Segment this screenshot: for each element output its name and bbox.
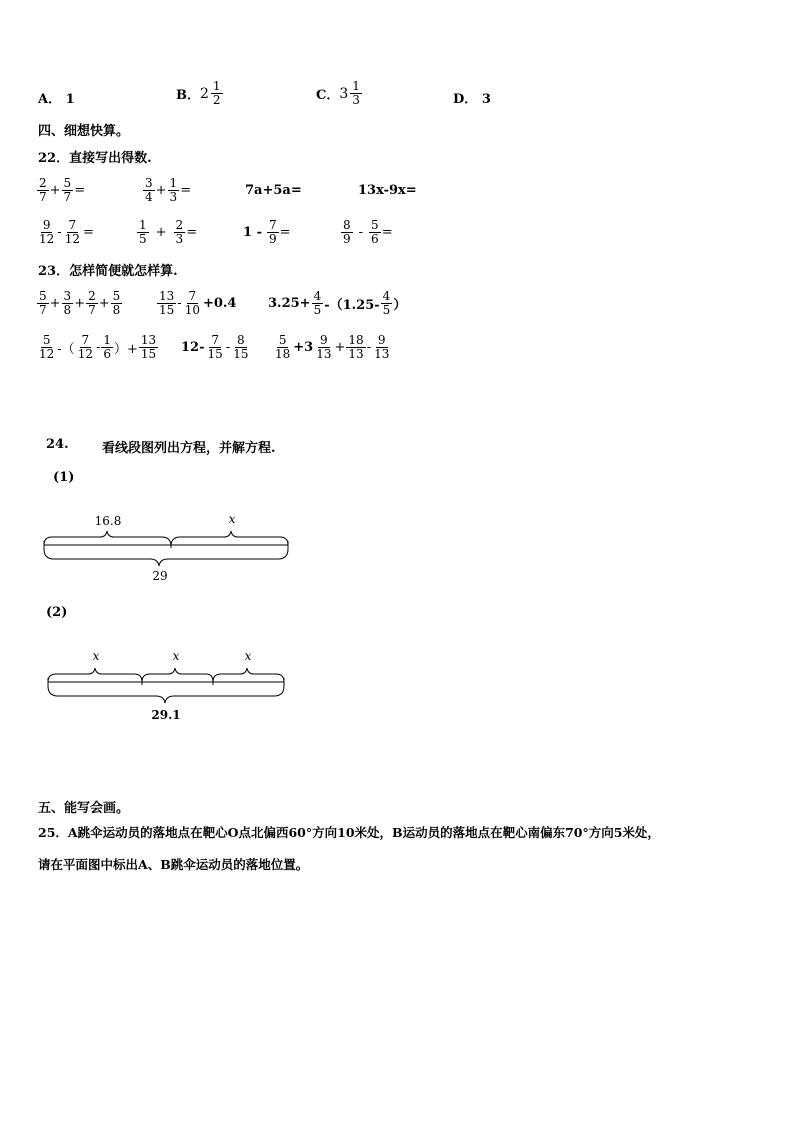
fraction-numerator: 5	[112, 288, 121, 303]
q22-expr-3: 7a+5a=	[245, 182, 302, 198]
fraction-denominator: 3	[169, 189, 178, 204]
brace-top-right	[171, 531, 288, 545]
fraction-numerator: 1	[139, 217, 147, 232]
equals-sign: =	[186, 224, 198, 240]
fraction-numerator: 4	[382, 288, 391, 303]
q23-expr-1	[36, 286, 123, 320]
operator: -	[95, 339, 101, 355]
brace-top-3	[213, 668, 284, 682]
fraction-denominator: 10	[184, 302, 200, 317]
fraction-denominator: 6	[371, 231, 379, 246]
operator: -	[225, 339, 231, 355]
q22-title: 22．直接写出得数.	[38, 151, 152, 166]
fraction-numerator: 18	[348, 332, 364, 347]
expr-middle: -（	[57, 341, 75, 357]
fraction-denominator: 12	[64, 231, 80, 246]
q22-expr-1	[36, 173, 85, 207]
fraction-numerator: 3	[145, 175, 153, 190]
option-b-whole: 2	[200, 85, 209, 102]
q23-expr-2	[156, 286, 236, 320]
option-b-num: 1	[212, 79, 221, 93]
q23-expr-3	[268, 286, 406, 320]
option-c-den: 3	[352, 93, 360, 107]
segment-total: 29	[152, 569, 168, 583]
q24-title: 看线段图列出方程，并解方程.	[102, 441, 276, 456]
section-4-title: 四、细想快算。	[38, 124, 130, 139]
equals-sign: =	[180, 182, 192, 198]
expr-tail: +0.4	[202, 295, 237, 311]
fraction-denominator: 15	[140, 346, 157, 361]
operator: +	[155, 224, 167, 240]
fraction-numerator: 9	[320, 332, 328, 347]
q22-expr-5	[36, 215, 94, 249]
fraction-numerator: 2	[88, 288, 96, 303]
fraction-denominator: 15	[233, 346, 249, 361]
fraction-numerator: 1	[103, 332, 112, 347]
fraction-denominator: 5	[382, 302, 391, 317]
expr-prefix: 3.25+	[268, 295, 311, 311]
fraction-denominator: 12	[39, 231, 55, 246]
fraction-numerator: 5	[42, 332, 51, 347]
q25-line-1: 25．A跳伞运动员的落地点在靶心O点北偏西60°方向10米处，B运动员的落地点在靶心南偏东70°方向5米处，	[38, 825, 660, 840]
fraction-denominator: 4	[145, 189, 153, 204]
fraction-denominator: 8	[112, 302, 121, 317]
fraction-numerator: 4	[313, 288, 322, 303]
fraction-denominator: 13	[316, 346, 332, 361]
q22-expr-2	[142, 173, 191, 207]
fraction-numerator: 2	[39, 175, 47, 190]
fraction-numerator: 7	[268, 217, 277, 232]
fraction-numerator: 5	[63, 175, 72, 190]
fraction-numerator: 3	[63, 288, 72, 303]
fraction-numerator: 8	[343, 217, 351, 232]
option-b	[176, 80, 224, 107]
line-segment-diagram-2	[42, 642, 292, 724]
fraction-numerator: 9	[377, 332, 386, 347]
option-b-mixed-number	[200, 80, 224, 107]
equals-sign: =	[74, 182, 86, 198]
q22-expr-8	[340, 215, 393, 249]
fraction-numerator: 2	[175, 217, 184, 232]
brace-top-1	[48, 668, 142, 682]
q22-expr-6	[136, 215, 197, 249]
equals-sign: =	[279, 224, 291, 240]
fraction-denominator: 8	[63, 302, 72, 317]
option-a-value: 1	[65, 92, 75, 107]
fraction-numerator: 5	[278, 332, 287, 347]
equals-sign: =	[381, 224, 393, 240]
fraction-numerator: 9	[42, 217, 51, 232]
option-c	[316, 80, 363, 107]
segment-label-2: x	[172, 649, 180, 663]
fraction-numerator: 13	[159, 288, 175, 303]
option-d	[453, 88, 491, 107]
operator: +	[49, 295, 61, 311]
operator: -	[57, 224, 62, 240]
segment-label-3: x	[244, 649, 252, 663]
fraction-numerator: 7	[188, 288, 197, 303]
q23-title: 23．怎样简便就怎样算.	[38, 264, 178, 279]
brace-bottom	[44, 549, 288, 566]
option-d-letter: D．	[453, 92, 478, 107]
fraction-denominator: 12	[77, 346, 93, 361]
q23-expr-6	[272, 330, 392, 364]
q23-expr-5	[181, 330, 251, 364]
fraction-denominator: 15	[159, 302, 175, 317]
option-c-letter: C．	[316, 88, 340, 103]
segment-label-1: x	[92, 649, 100, 663]
fraction-numerator: 7	[68, 217, 77, 232]
fraction-numerator: 7	[81, 332, 90, 347]
brace-top-left	[44, 531, 171, 545]
operator: +	[49, 182, 61, 198]
expr-prefix: 12-	[181, 339, 205, 355]
fraction-denominator: 5	[313, 302, 322, 317]
fraction-denominator: 5	[139, 231, 147, 246]
fraction-denominator: 13	[374, 346, 390, 361]
fraction-numerator: 13	[140, 332, 157, 347]
fraction-denominator: 6	[103, 346, 112, 361]
q22-expr-4: 13x-9x=	[358, 182, 417, 198]
fraction-denominator: 9	[268, 231, 277, 246]
fraction-denominator: 3	[175, 231, 184, 246]
fraction-denominator: 9	[343, 231, 351, 246]
operator: -	[177, 295, 182, 311]
section-5-title: 五、能写会画。	[38, 801, 130, 816]
segment-total: 29.1	[151, 708, 181, 722]
operator: +	[98, 295, 110, 311]
fraction-numerator: 7	[211, 332, 219, 347]
option-b-letter: B．	[176, 88, 200, 103]
q24-part2-label: (2)	[46, 605, 68, 620]
fraction-numerator: 8	[237, 332, 245, 347]
q22-expr-7	[243, 215, 291, 249]
q24-number: 24.	[46, 437, 69, 452]
option-c-whole: 3	[339, 85, 349, 102]
fraction-numerator: 1	[169, 175, 178, 190]
option-a-letter: A．	[38, 92, 62, 107]
fraction-denominator: 7	[88, 302, 96, 317]
option-c-num: 1	[352, 79, 360, 93]
fraction-denominator: 18	[275, 346, 291, 361]
option-d-value: 3	[481, 92, 491, 107]
operator: +	[334, 339, 346, 355]
option-b-den: 2	[212, 93, 221, 107]
brace-bottom	[48, 686, 284, 703]
expr-middle: -（1.25-	[324, 297, 380, 313]
operator: +	[155, 182, 167, 198]
fraction-denominator: 13	[348, 346, 364, 361]
operator: -	[366, 339, 372, 355]
fraction-denominator: 7	[39, 302, 47, 317]
equals-sign: =	[82, 224, 94, 240]
expr-prefix: 1 -	[243, 224, 262, 240]
fraction-denominator: 15	[207, 346, 223, 361]
segment-label-right: x	[228, 512, 236, 526]
q25-line-2: 请在平面图中标出A、B跳伞运动员的落地位置。	[38, 857, 309, 872]
line-segment-diagram-1	[38, 505, 294, 585]
option-c-mixed-number	[339, 80, 363, 107]
expr-tail: ）	[393, 297, 407, 313]
segment-label-left: 16.8	[94, 514, 122, 528]
operator: -	[358, 224, 364, 240]
option-a	[38, 88, 75, 107]
fraction-numerator: 5	[39, 288, 47, 303]
fraction-denominator: 7	[39, 189, 47, 204]
q24-part1-label: (1)	[53, 470, 75, 485]
fraction-denominator: 12	[39, 346, 55, 361]
fraction-denominator: 7	[63, 189, 72, 204]
fraction-numerator: 5	[371, 217, 379, 232]
operator: +	[74, 295, 86, 311]
operator: +3	[293, 339, 314, 355]
expr-middle: ）+	[114, 341, 138, 357]
q23-expr-4	[36, 330, 159, 364]
brace-top-2	[142, 668, 213, 682]
